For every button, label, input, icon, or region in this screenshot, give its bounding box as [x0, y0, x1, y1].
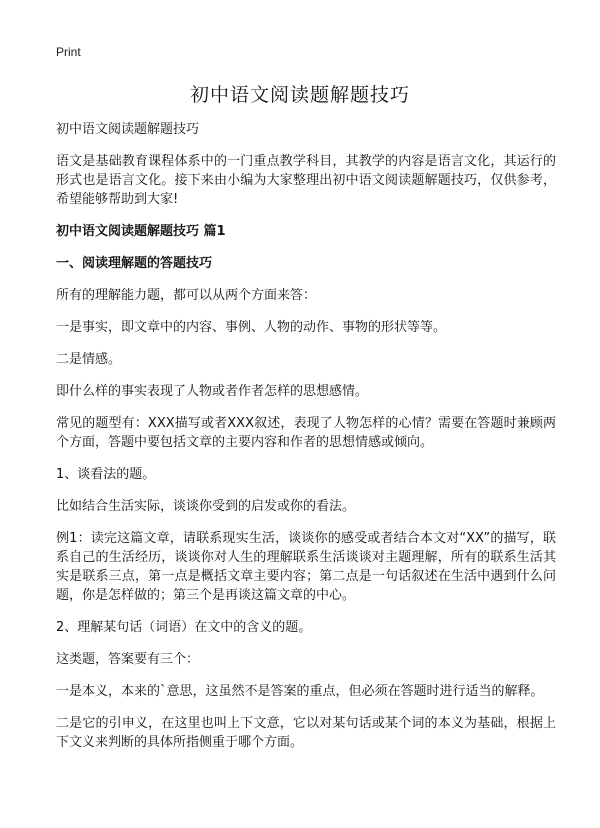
paragraph: 二是情感。	[56, 352, 122, 367]
paragraph: 常见的题型有：XXX描写或者XXX叙述，表现了人物怎样的心情？需要在答题时兼顾两个方面，答题中要包括文章的主要内容和作者的思想情感或倾向。	[56, 416, 556, 450]
paragraph: 2、理解某句话（词语）在文中的含义的题。	[56, 620, 312, 635]
paragraph: 所有的理解能力题，都可以从两个方面来答：	[56, 288, 317, 303]
paragraph: 一是本义，本来的`意思，这虽然不是答案的重点，但必须在答题时进行适当的解释。	[56, 684, 544, 699]
paragraph: 例1：读完这篇文章，请联系现实生活，谈谈你的感受或者结合本文对“XX”的描写，联系自己的生活经历，谈谈你对人生的理解联系生活谈谈对主题理解，所有的联系生活其实是联系三点，第一点是概括文章主要内容；第二点是一句话叙述在生活中遇到什么问题，你是怎样做的；第三个是再谈这篇文章的中心。	[56, 531, 556, 603]
paragraph: 二是它的引申义，在这里也叫上下文意，它以对某句话或某个词的本义为基础，根据上下文义来判断的具体所指侧重于哪个方面。	[56, 716, 556, 750]
document-body	[56, 120, 556, 765]
paragraph: 初中语文阅读题解题技巧	[56, 122, 200, 137]
paragraph: 语文是基础教育课程体系中的一门重点教学科目，其教学的内容是语言文化，其运行的形式也是语言文化。接下来由小编为大家整理出初中语文阅读题解题技巧，仅供参考，希望能够帮助到大家!	[56, 154, 556, 207]
paragraph: 1、谈看法的题。	[56, 467, 156, 482]
section-heading: 初中语文阅读题解题技巧 篇1	[56, 224, 226, 239]
paragraph: 即什么样的事实表现了人物或者作者怎样的思想感情。	[56, 384, 369, 399]
paragraph: 这类题，答案要有三个：	[56, 652, 200, 667]
paragraph: 一是事实，即文章中的内容、事例、人物的动作、事物的形状等等。	[56, 320, 447, 335]
print-link[interactable]: Print	[56, 45, 81, 59]
section-heading: 一、阅读理解题的答题技巧	[56, 256, 213, 271]
document-title: 初中语文阅读题解题技巧	[189, 84, 410, 106]
paragraph: 比如结合生活实际，谈谈你受到的启发或你的看法。	[56, 499, 356, 514]
